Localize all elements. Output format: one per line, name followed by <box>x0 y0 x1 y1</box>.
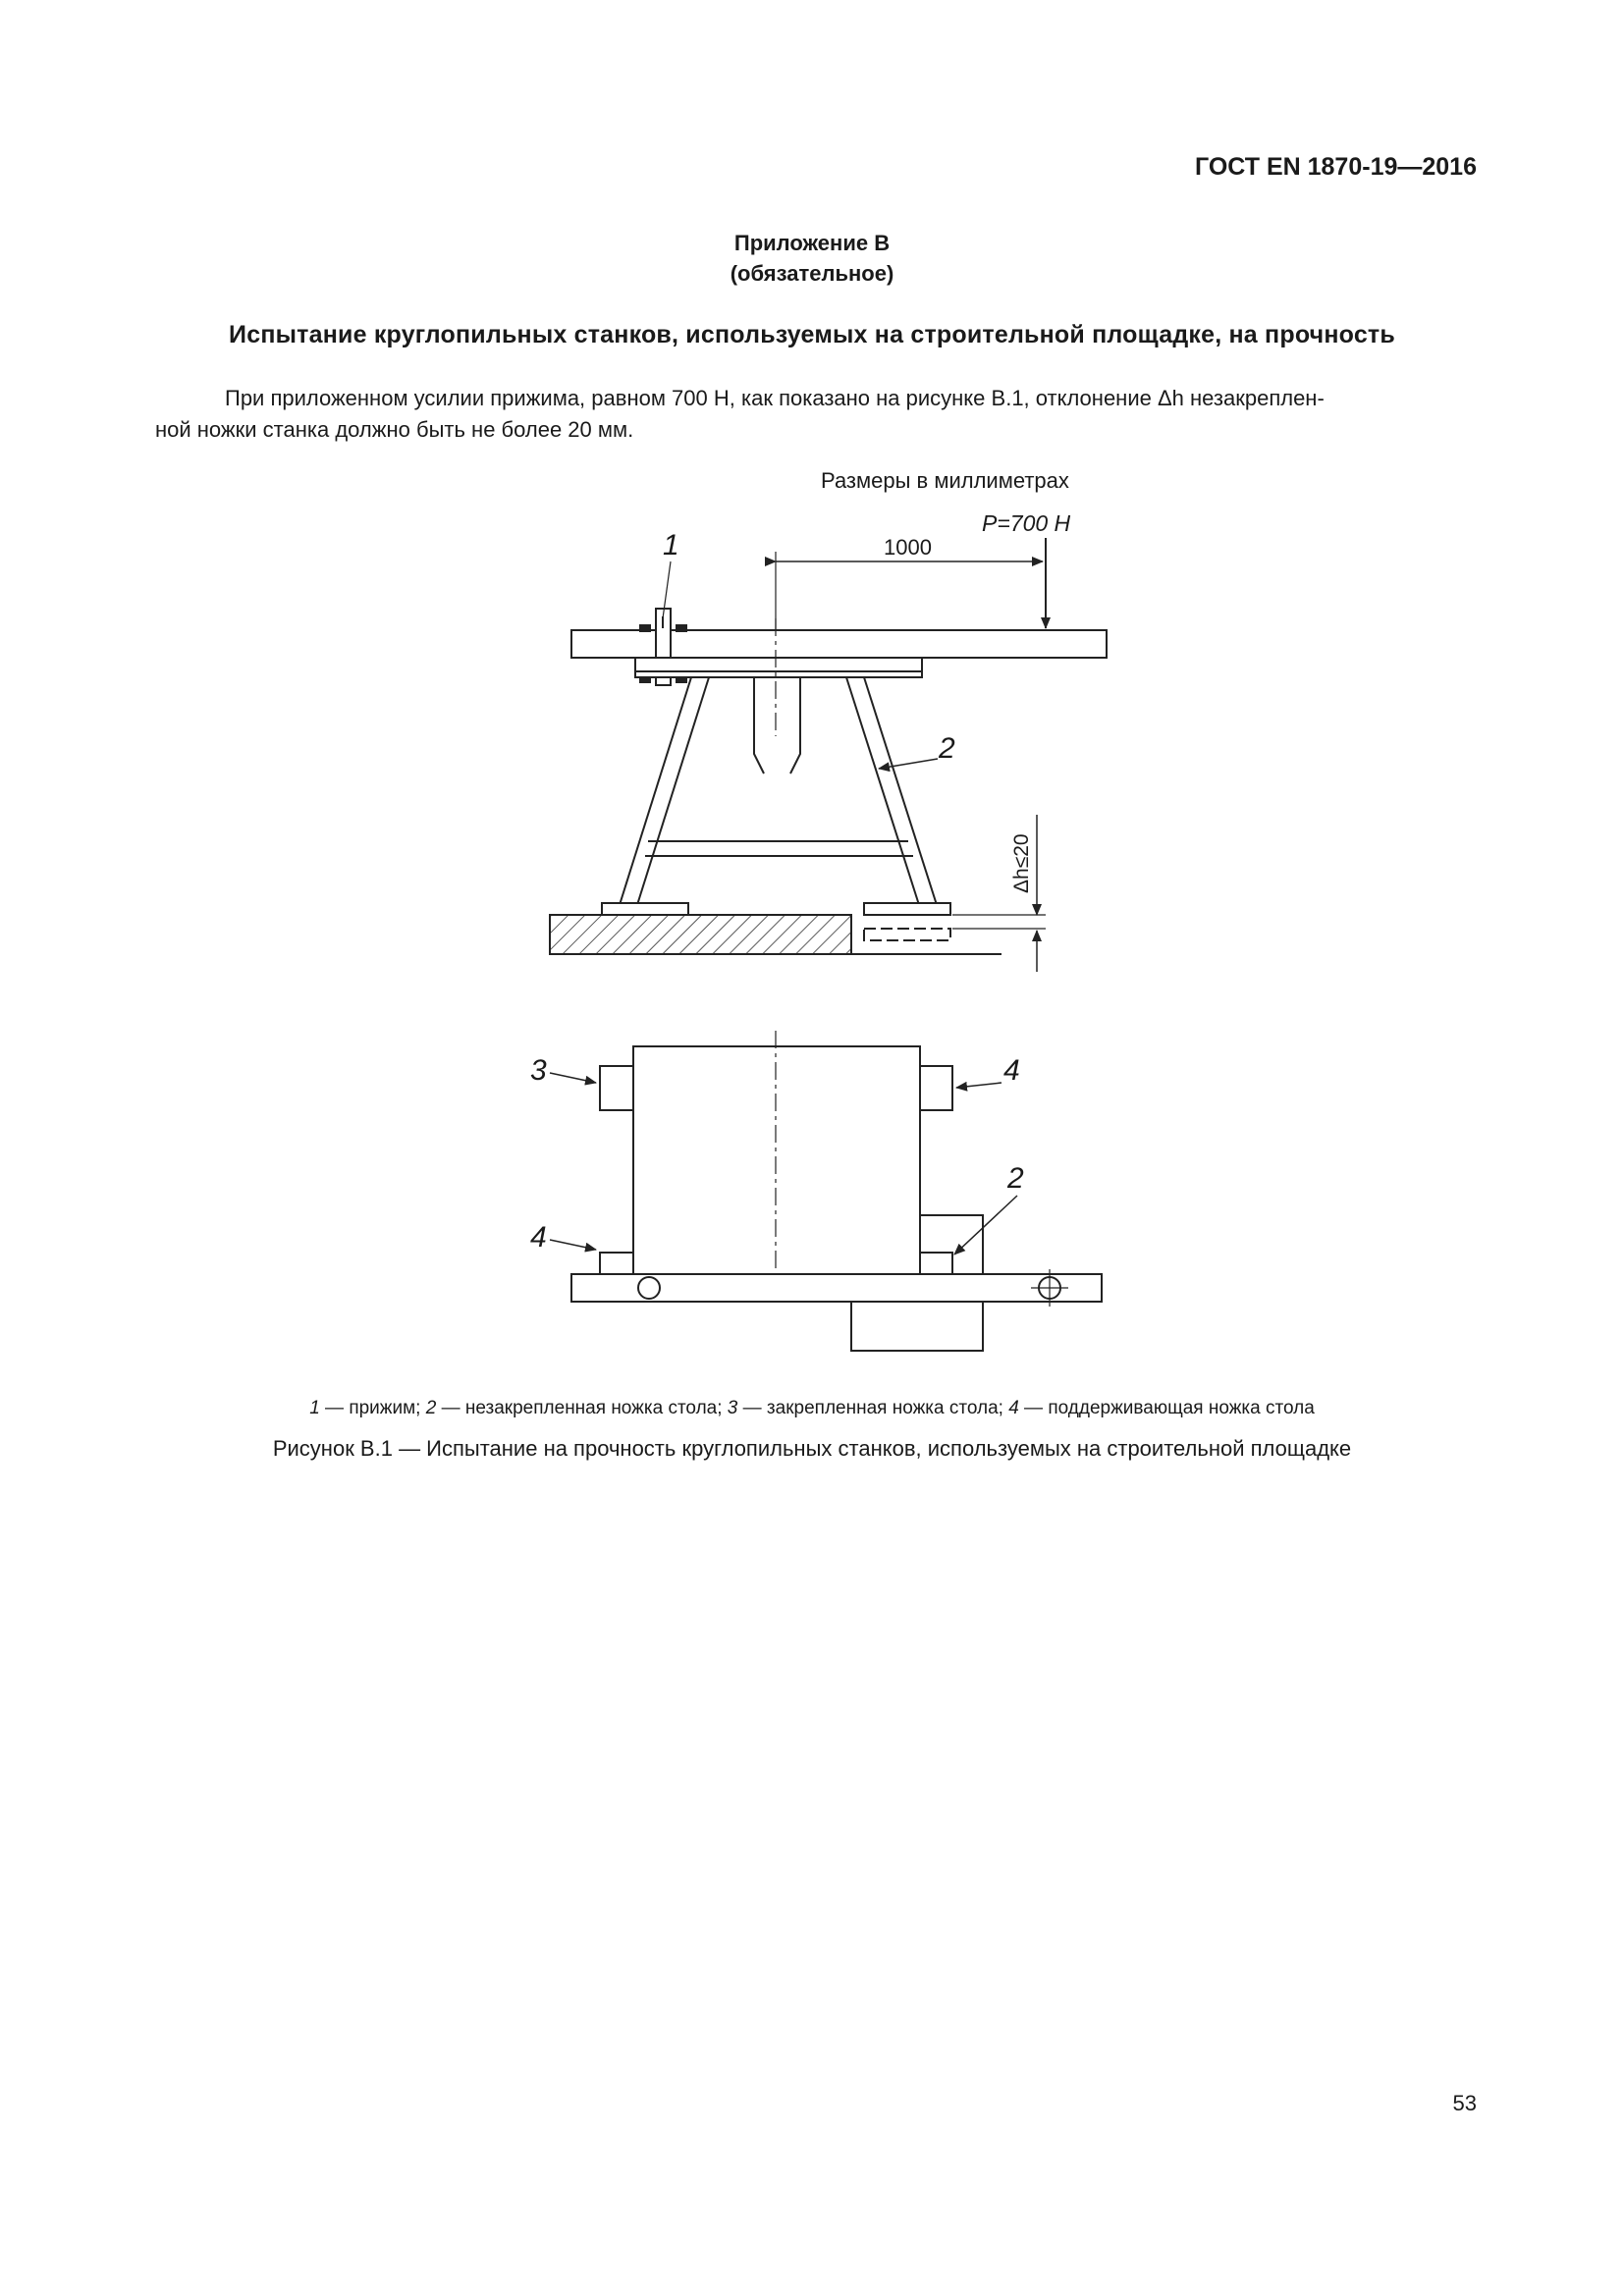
body-line-1: При приложенном усилии прижима, равном 700 Н, как показано на рисунке В.1, отклонение Δh незакреплен- <box>225 386 1325 410</box>
table-top <box>571 630 1107 658</box>
callout-4-left: 4 <box>530 1221 547 1254</box>
legend-num-4: 4 <box>1008 1398 1019 1418</box>
section-title: Испытание круглопильных станков, используемых на строительной площадке, на прочность <box>229 321 1395 348</box>
legend-num-1: 1 <box>309 1398 320 1418</box>
deflection-label: Δh≤20 <box>1010 833 1033 893</box>
appendix-status: (обязательное) <box>730 261 894 286</box>
body-line-2: ной ножки станка должно быть не более 20 мм. <box>155 417 634 442</box>
page-number: 53 <box>1452 2091 1477 2115</box>
appendix-title: Приложение В <box>733 231 891 255</box>
legend-text-1: — прижим; <box>319 1398 426 1418</box>
standard-designation: ГОСТ EN 1870-19—2016 <box>1195 153 1477 181</box>
machine-body <box>633 1046 920 1274</box>
figure-legend <box>0 1398 1624 1419</box>
figure-caption: Рисунок В.1 — Испытание на прочность круглопильных станков, используемых на строительной площадке <box>272 1436 1352 1461</box>
callout-4-right: 4 <box>1003 1054 1020 1087</box>
callout-1: 1 <box>663 529 679 561</box>
callout-2-plan: 2 <box>1007 1162 1024 1195</box>
force-label: P=700 Н <box>982 510 1071 536</box>
stand-legs <box>619 677 938 908</box>
units-note: Размеры в миллиметрах <box>821 468 1069 493</box>
legend-text-3: — закрепленная ножка стола; <box>737 1398 1009 1418</box>
legend-text-2: — незакрепленная ножка стола; <box>436 1398 728 1418</box>
dimension-label-1000: 1000 <box>884 535 932 560</box>
callout-3: 3 <box>530 1054 547 1087</box>
legend-text-4: — поддерживающая ножка стола <box>1018 1398 1315 1418</box>
callout-2-side: 2 <box>939 732 955 765</box>
ground-hatch <box>550 915 851 954</box>
legend-num-3: 3 <box>727 1398 738 1418</box>
legend-num-2: 2 <box>425 1398 437 1418</box>
side-view <box>550 538 1107 972</box>
